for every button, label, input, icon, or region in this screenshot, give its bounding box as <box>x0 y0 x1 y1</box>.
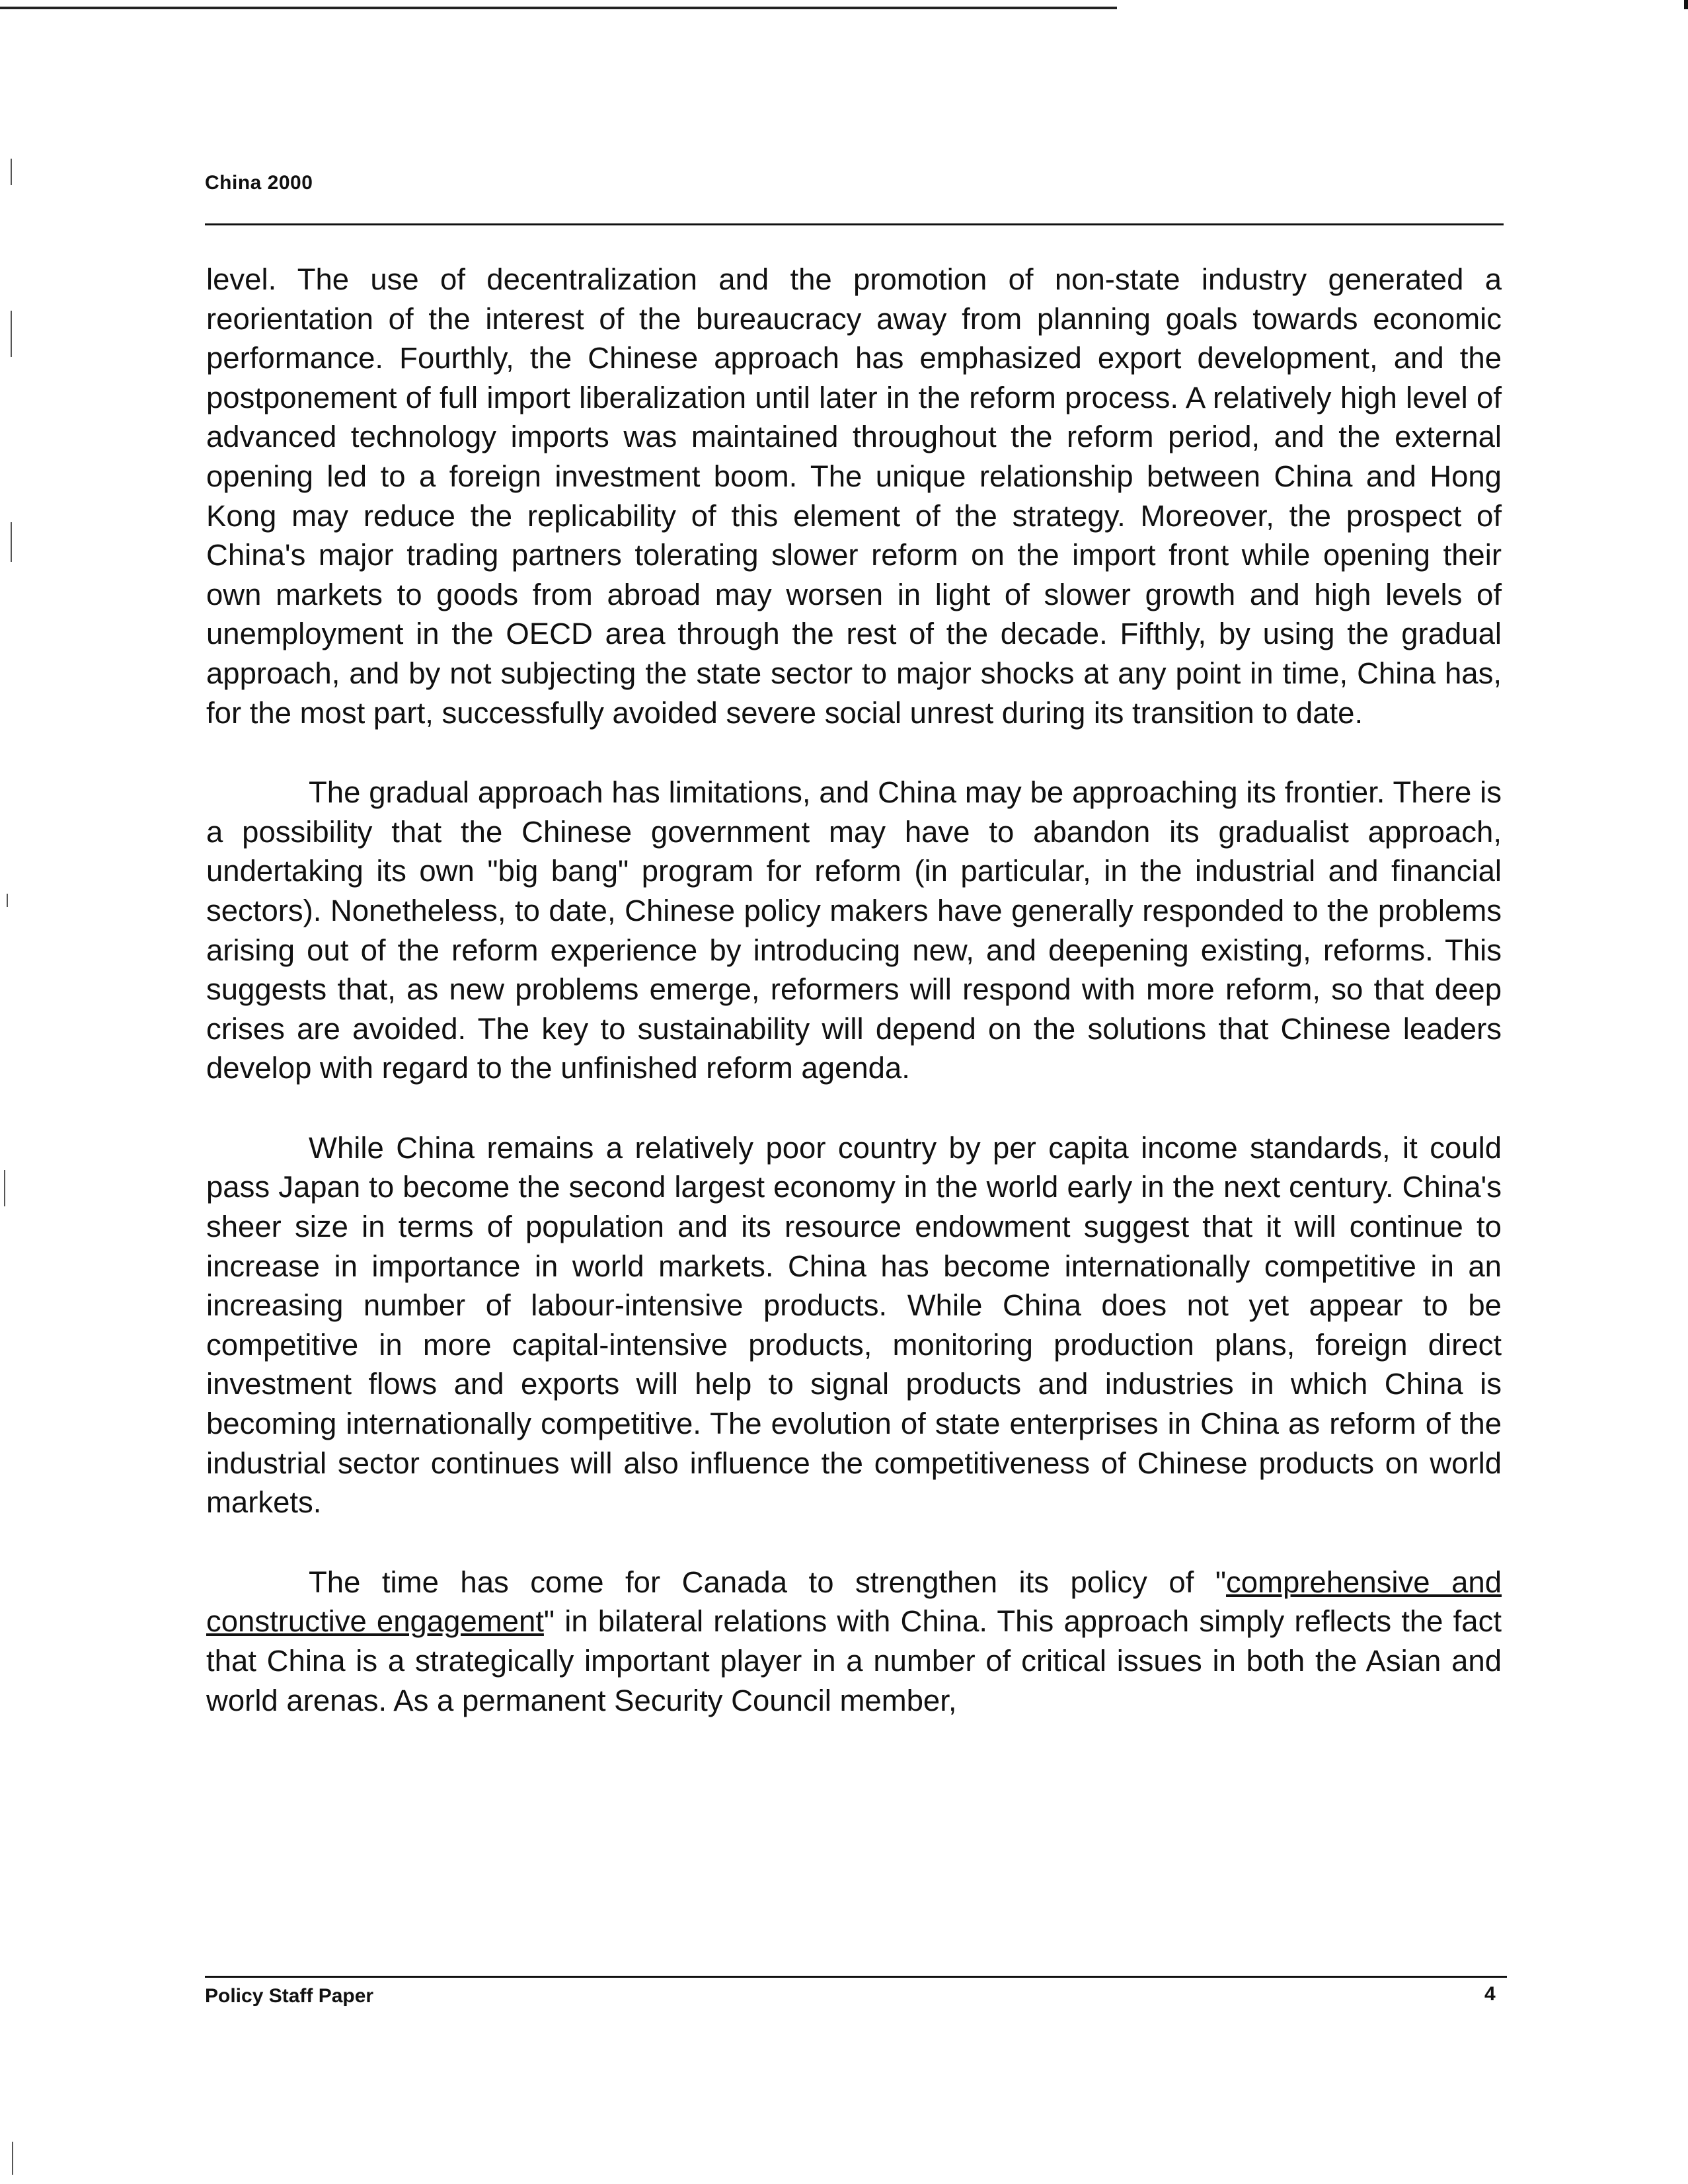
paragraph: level. The use of decentralization and the promotion of non-state industry generated a reorientation of the interest of the bureaucracy away from planning goals towards economic performance. Fourthly, the Chinese approach has emphasized export development, and the postponement of full import liberalization until later in the reform process. A relatively high level of advanced technology imports was maintained throughout the reform period, and the external opening led to a foreign investment boom. The unique relationship between China and Hong Kong may reduce the replicability of this element of the strategy. Moreover, the prospect of China's major trading partners tolerating slower reform on the import front while opening their own markets to goods from abroad may worsen in light of slower growth and high levels of unemployment in the OECD area through the rest of the decade. Fifthly, by using the gradual approach, and by not subjecting the state sector to major shocks at any point in time, China has, for the most part, successfully avoided severe social unrest during its transition to date. <box>206 262 1502 730</box>
body-text <box>206 260 1502 1760</box>
footer-rule <box>205 1976 1507 1978</box>
top-edge-rule <box>0 7 1117 9</box>
margin-scan-mark <box>11 522 12 562</box>
paragraph: While China remains a relatively poor country by per capita income standards, it could pass Japan to become the second largest economy in the world early in the next century. China's sheer size in terms of population and its resource endowment suggest that it will continue to increase in importance in world markets. China has become internationally competitive in an increasing number of labour-intensive products. While China does not yet appear to be competitive in more capital-intensive products, monitoring production plans, foreign direct investment flows and exports will help to signal products and industries in which China is becoming internationally competitive. The evolution of state enterprises in China as reform of the industrial sector continues will also influence the competitiveness of Chinese products on world markets. <box>206 1130 1502 1520</box>
paragraph: The gradual approach has limitations, and China may be approaching its frontier. There is a possibility that the Chinese government may have to abandon its gradualist approach, undertaking its own "big bang" program for reform (in particular, in the industrial and financial sectors). Nonetheless, to date, Chinese policy makers have generally responded to the problems arising out of the reform experience by introducing new, and deepening existing, reforms. This suggests that, as new problems emerge, reformers will respond with more reform, so that deep crises are avoided. The key to sustainability will depend on the solutions that Chinese leaders develop with regard to the unfinished reform agenda. <box>206 775 1502 1085</box>
margin-scan-mark <box>11 311 12 357</box>
paragraph-text: The time has come for Canada to strengthen its policy of " <box>309 1565 1227 1599</box>
page-number: 4 <box>1484 1983 1496 2005</box>
margin-scan-mark <box>12 2142 13 2175</box>
corner-scan-mark <box>1684 0 1688 9</box>
margin-scan-mark <box>7 894 8 907</box>
paragraph-text: " in bilateral relations with China. This approach simply reflects the fact that China is a strategically important player in a number of critical issues in both the Asian and world arenas. As a permanent Security Council member, <box>206 1604 1502 1717</box>
footer-title: Policy Staff Paper <box>205 1985 374 2007</box>
margin-scan-mark <box>11 159 12 185</box>
paragraph <box>206 1563 1502 1720</box>
running-header: China 2000 <box>205 172 313 194</box>
margin-scan-mark <box>4 1170 5 1206</box>
header-rule <box>205 223 1504 225</box>
underlined-policy-phrase: comprehensive and constructive engagement <box>206 1565 1502 1639</box>
